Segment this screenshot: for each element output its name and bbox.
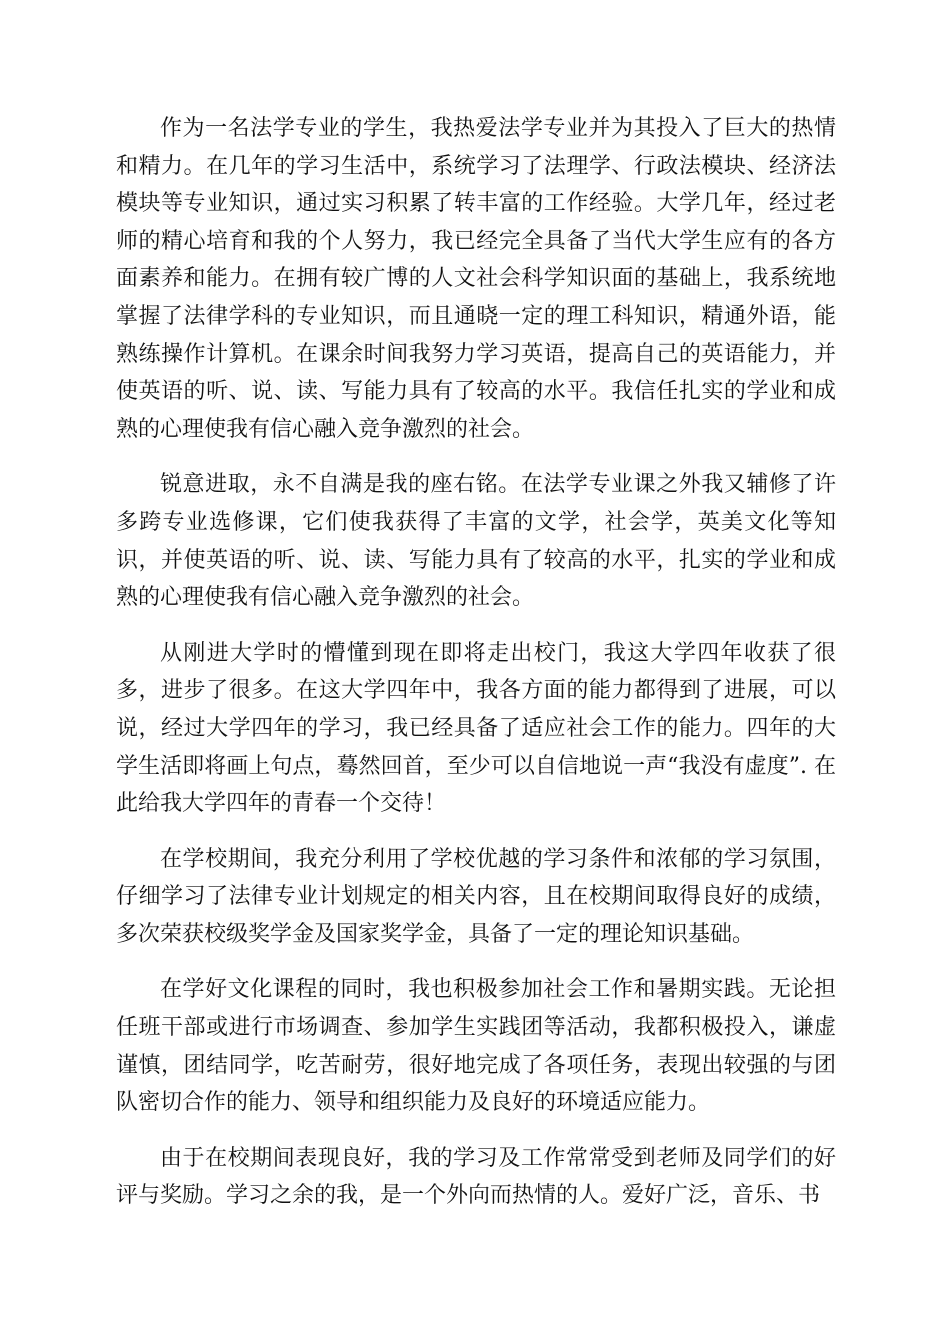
paragraph-1: 作为一名法学专业的学生，我热爱法学专业并为其投入了巨大的热情和精力。在几年的学习生活中，系统学习了法理学、行政法模块、经济法模块等专业知识，通过实习积累了转丰富的工作经验。大学几年，经过老师的精心培育和我的个人努力，我已经完全具备了当代大学生应有的各方面素养和能力。在拥有较广博的人文社会科学知识面的基础上，我系统地掌握了法律学科的专业知识，而且通晓一定的理工科知识，精通外语，能熟练操作计算机。在课余时间我努力学习英语，提高自己的英语能力，并使英语的听、说、读、写能力具有了较高的水平。我信任扎实的学业和成熟的心理使我有信心融入竞争激烈的社会。 [116, 116, 836, 442]
document-body [116, 110, 836, 1233]
paragraph-2: 锐意进取，永不自满是我的座右铭。在法学专业课之外我又辅修了许多跨专业选修课，它们使我获得了丰富的文学，社会学，英美文化等知识，并使英语的听、说、读、写能力具有了较高的水平，扎实的学业和成熟的心理使我有信心融入竞争激烈的社会。 [116, 472, 836, 611]
paragraph-3: 从刚进大学时的懵懂到现在即将走出校门，我这大学四年收获了很多，进步了很多。在这大学四年中，我各方面的能力都得到了进展，可以说，经过大学四年的学习，我已经具备了适应社会工作的能力。四年的大学生活即将画上句点，蓦然回首，至少可以自信地说一声“我没有虚度”. 在此给我大学四年的青春一个交待！ [116, 640, 836, 817]
paragraph-5: 在学好文化课程的同时，我也积极参加社会工作和暑期实践。无论担任班干部或进行市场调查、参加学生实践团等活动，我都积极投入，谦虚谨慎，团结同学，吃苦耐劳，很好地完成了各项任务，表现出较强的与团队密切合作的能力、领导和组织能力及良好的环境适应能力。 [116, 977, 836, 1116]
paragraph-4: 在学校期间，我充分利用了学校优越的学习条件和浓郁的学习氛围，仔细学习了法律专业计划规定的相关内容，且在校期间取得良好的成绩，多次荣获校级奖学金及国家奖学金，具备了一定的理论知识基础。 [116, 846, 836, 947]
paragraph-6: 由于在校期间表现良好，我的学习及工作常常受到老师及同学们的好评与奖励。学习之余的我，是一个外向而热情的人。爱好广泛，音乐、书 [116, 1145, 836, 1209]
